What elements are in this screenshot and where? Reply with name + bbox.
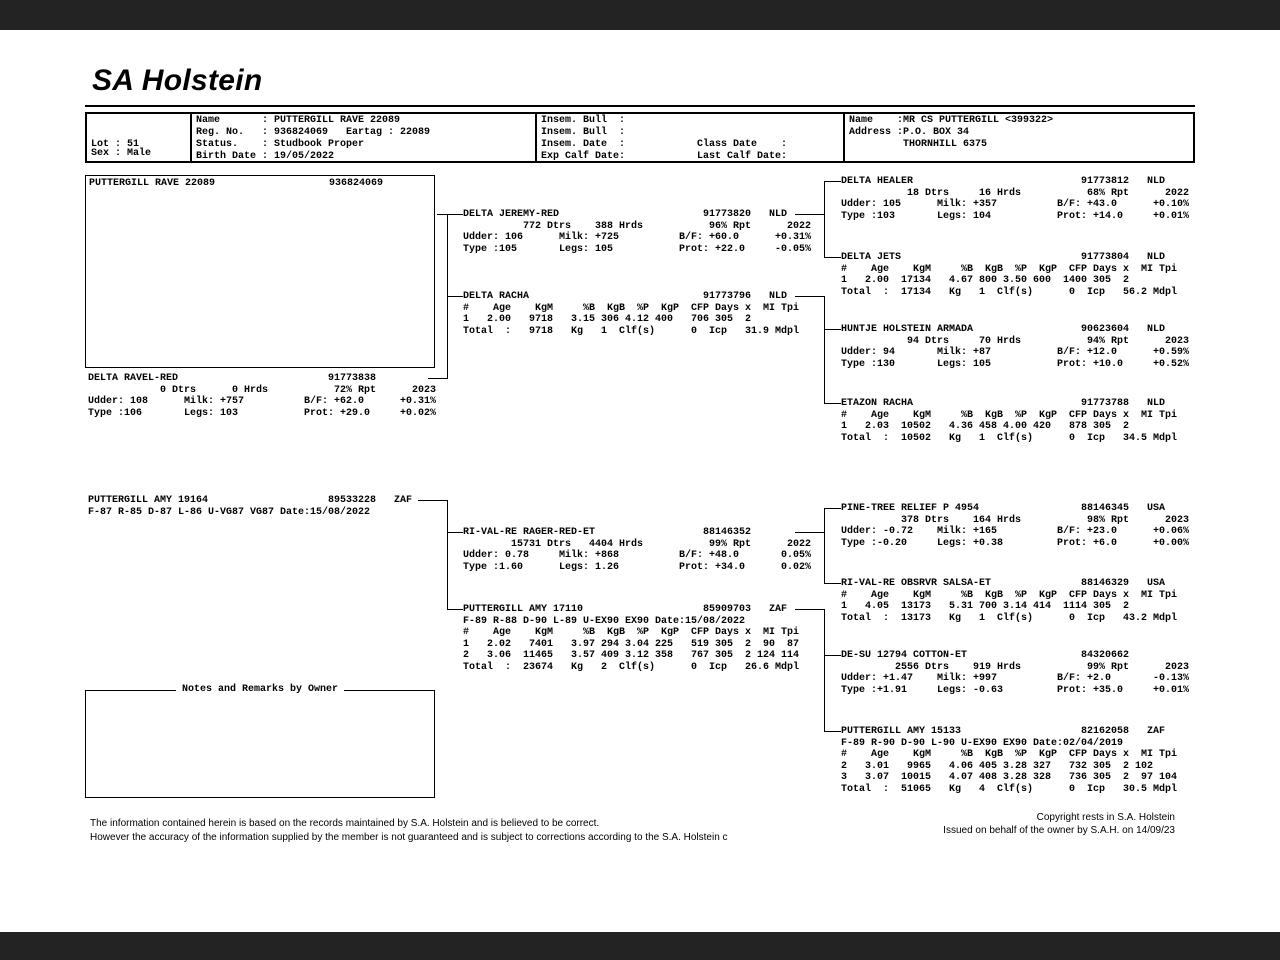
pedigree-node-dam-sire: RI-VAL-RE RAGER-RED-ET 88146352 15731 Dtrs 4404 Hrds 99% Rpt 2022 Udder: 0.78 Milk: +868 B/F: +48.0 0.05% Type :1.60 Legs: 1.26 Prot: +34.0 0.02% (463, 527, 812, 573)
pedigree-node-sire-dam-sire: HUNTJE HOLSTEIN ARMADA 90623604 NLD 94 Dtrs 70 Hrds 94% Rpt 2023 Udder: 94 Milk: +87 B/F: +12.0 +0.59% Type :130 Legs: 105 Prot: +10.0 +0.52% (841, 324, 1190, 370)
pedigree-connector (824, 583, 841, 584)
animal-box (85, 175, 435, 368)
pedigree-connector (824, 655, 841, 656)
notes-legend: Notes and Remarks by Owner (176, 684, 344, 696)
pedigree-node-sire-sire: DELTA JEREMY-RED 91773820 NLD 772 Dtrs 388 Hrds 96% Rpt 2022 Udder: 106 Milk: +725 B/F: +60.0 +0.31% Type :105 Legs: 105 Prot: +22.0 -0.05% (463, 209, 812, 255)
pedigree-node-dam-sire-dam: RI-VAL-RE OBSRVR SALSA-ET 88146329 USA # Age KgM %B KgB %P KgP CFP Days x MI Tpi 1 4.05 13173 5.31 700 3.14 414 1114 305 2 Total : 13173 Kg 1 Clf(s) 0 Icp 43.2 Mdpl (841, 578, 1178, 624)
pedigree-connector (824, 731, 841, 732)
pedigree-connector (795, 214, 824, 215)
pedigree-connector (824, 508, 825, 584)
pedigree-connector (824, 181, 825, 258)
pedigree-connector (447, 609, 463, 610)
pedigree-connector (824, 181, 841, 182)
pedigree-node-dam-dam-dam: PUTTERGILL AMY 15133 82162058 ZAF F-89 R-90 D-90 L-90 U-EX90 EX90 Date:02/04/2019 # Age KgM %B KgB %P KgP CFP Days x MI Tpi 2 3.01 9965 4.06 405 3.28 327 732 305 2 102 3 3.07 10015 4.07 408 3.28 328 736 305 2 97 104 Total : 51065 Kg 4 Clf(s) 0 Icp 30.5 Mdpl (841, 726, 1178, 795)
identity-cell: Name : PUTTERGILL RAVE 22089 Reg. No. : 936824069 Eartag : 22089 Status. : Studbook Proper Birth Date : 19/05/2022 (192, 114, 537, 161)
copyright-text: Copyright rests in S.A. Holstein Issued on behalf of the owner by S.A.H. on 14/09/23 (943, 812, 1175, 836)
insemination-cell: Insem. Bull : Insem. Bull : Insem. Date : Class Date : Exp Calf Date: Last Calf Date: (537, 114, 845, 161)
notes-box (85, 684, 435, 798)
pedigree-connector (447, 296, 463, 297)
sex-value: Sex : Male (91, 148, 152, 159)
pedigree-node-sire-sire-sire: DELTA HEALER 91773812 NLD 18 Dtrs 16 Hrds 68% Rpt 2022 Udder: 105 Milk: +357 B/F: +43.0 +0.10% Type :103 Legs: 104 Prot: +14.0 +0.01% (841, 176, 1190, 222)
title-underline (85, 105, 1195, 107)
pedigree-node-sire-dam-dam: ETAZON RACHA 91773788 NLD # Age KgM %B KgB %P KgP CFP Days x MI Tpi 1 2.03 10502 4.36 458 4.00 420 878 305 2 Total : 10502 Kg 1 Clf(s) 0 Icp 34.5 Mdpl (841, 398, 1178, 444)
pedigree-connector (437, 214, 463, 215)
pedigree-node-sire: DELTA RAVEL-RED 91773838 0 Dtrs 0 Hrds 72% Rpt 2023 Udder: 108 Milk: +757 B/F: +62.0 +0.31% Type :106 Legs: 103 Prot: +29.0 +0.02% (88, 373, 437, 419)
bottom-letterbox-bar (0, 932, 1280, 960)
pedigree-connector (824, 403, 841, 404)
pedigree-connector (795, 532, 824, 533)
disclaimer-text: The information contained herein is based on the records maintained by S.A. Holstein and is believed to be correct. However the accuracy of the information supplied by the member is not guaranteed and is subject to corrections according to the S.A. Holstein c (90, 818, 728, 843)
pedigree-node-sire-sire-dam: DELTA JETS 91773804 NLD # Age KgM %B KgB %P KgP CFP Days x MI Tpi 1 2.00 17134 4.67 800 3.50 600 1400 305 2 Total : 17134 Kg 1 Clf(s) 0 Icp 56.2 Mdpl (841, 252, 1178, 298)
pedigree-connector (447, 532, 463, 533)
pedigree-connector (824, 257, 841, 258)
top-letterbox-bar (0, 0, 1280, 30)
lot-number: Lot : 51 (91, 139, 140, 150)
animal-info-table (85, 112, 1195, 163)
pedigree-node-dam-dam: PUTTERGILL AMY 17110 85909703 ZAF F-89 R-88 D-90 L-89 U-EX90 EX90 Date:15/08/2022 # Age KgM %B KgB %P KgP CFP Days x MI Tpi 1 2.02 7401 3.97 294 3.04 225 519 305 2 90 87 2 3.06 11465 3.57 409 3.12 358 767 305 2 124 114 Total : 23674 Kg 2 Clf(s) 0 Icp 26.6 Mdpl (463, 604, 800, 673)
pedigree-connector (795, 296, 824, 297)
pedigree-node-sire-dam: DELTA RACHA 91773796 NLD # Age KgM %B KgB %P KgP CFP Days x MI Tpi 1 2.00 9718 3.15 306 4.12 400 706 305 2 Total : 9718 Kg 1 Clf(s) 0 Icp 31.9 Mdpl (463, 291, 800, 337)
pedigree-node-animal: PUTTERGILL RAVE 22089 936824069 (89, 178, 384, 189)
pedigree-connector (447, 500, 448, 610)
pedigree-node-dam: PUTTERGILL AMY 19164 89533228 ZAF F-87 R-85 D-87 L-86 U-VG87 VG87 Date:15/08/2022 (88, 495, 413, 518)
pedigree-connector (824, 508, 841, 509)
pedigree-connector (795, 609, 824, 610)
pedigree-connector (824, 609, 825, 732)
owner-address-cell: Name :MR CS PUTTERGILL <399322> Address :P.O. BOX 34 THORNHILL 6375 (849, 115, 1054, 150)
pedigree-connector (824, 329, 841, 330)
pedigree-connector (428, 378, 447, 379)
pedigree-node-dam-sire-sire: PINE-TREE RELIEF P 4954 88146345 USA 378 Dtrs 164 Hrds 98% Rpt 2023 Udder: -0.72 Milk: +165 B/F: +23.0 +0.06% Type :-0.20 Legs: +0.38 Prot: +6.0 +0.00% (841, 503, 1190, 549)
page-title: SA Holstein (92, 64, 263, 97)
pedigree-node-dam-dam-sire: DE-SU 12794 COTTON-ET 84320662 2556 Dtrs 919 Hrds 99% Rpt 2023 Udder: +1.47 Milk: +997 B/F: +2.0 -0.13% Type :+1.91 Legs: -0.63 Prot: +35.0 +0.01% (841, 650, 1190, 696)
lot-sex-cell (87, 114, 192, 161)
pedigree-connector (824, 296, 825, 404)
pedigree-connector (418, 500, 447, 501)
